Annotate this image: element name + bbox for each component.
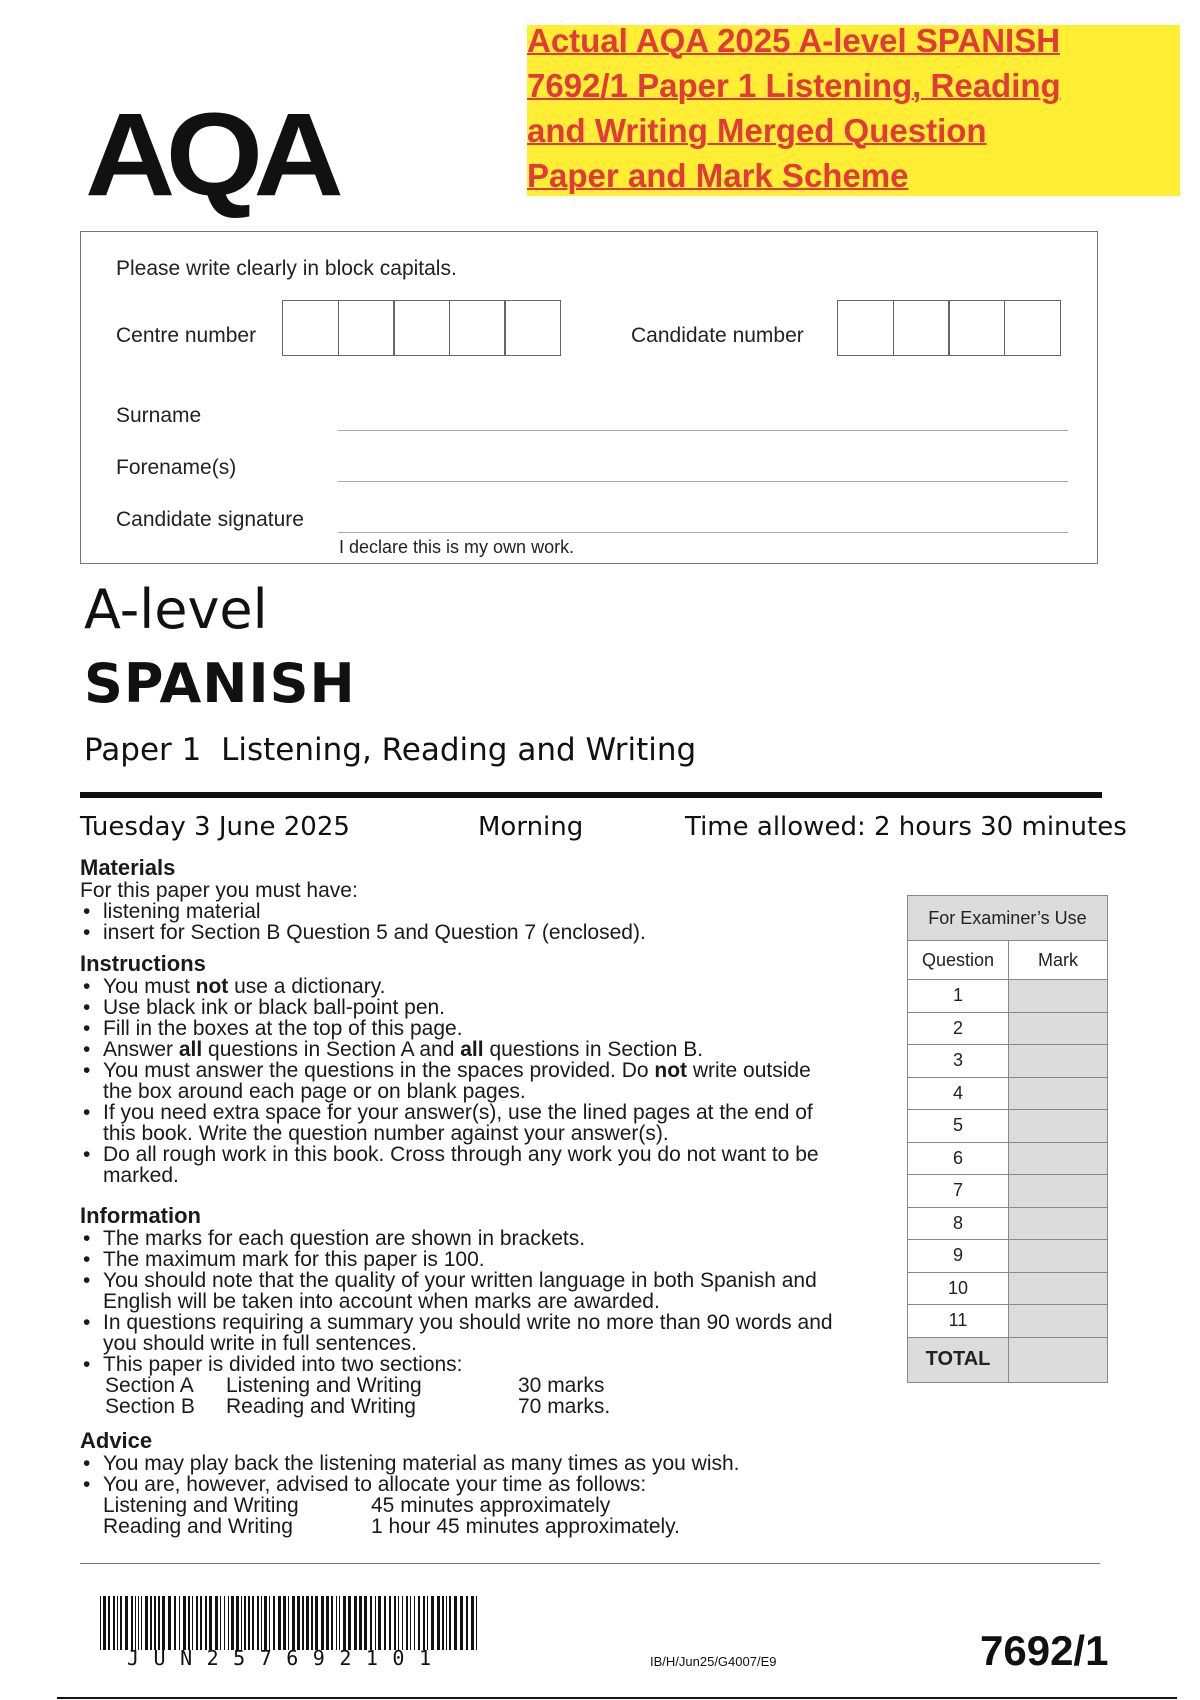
barcode-bar [162, 1596, 165, 1650]
question-number: 4 [908, 1077, 1009, 1110]
barcode-bar [278, 1596, 281, 1650]
barcode-bar [257, 1596, 259, 1650]
information-heading: Information [80, 1203, 201, 1228]
barcode-bar [315, 1596, 318, 1650]
barcode-bar [192, 1596, 193, 1650]
section-description: Listening and Writing [226, 1374, 422, 1397]
time-allowed: Time allowed: 2 hours 30 minutes [685, 812, 1127, 842]
total-mark-cell[interactable] [1009, 1337, 1108, 1382]
text: English will be taken into account when marks are awarded. [103, 1290, 660, 1313]
barcode-bar [117, 1596, 118, 1650]
banner-line: 7692/1 Paper 1 Listening, Reading [527, 67, 1061, 104]
mark-cell[interactable] [1009, 1045, 1108, 1078]
title-rule [80, 792, 1102, 798]
paper-title [84, 732, 696, 768]
question-number: 8 [908, 1207, 1009, 1240]
section-a-row [80, 1375, 870, 1396]
allocation-part: Reading and Writing [103, 1515, 293, 1538]
mark-cell[interactable] [1009, 1305, 1108, 1338]
barcode-bar [442, 1596, 444, 1650]
barcode-bar [228, 1596, 229, 1650]
barcode-bar [200, 1596, 202, 1650]
section-name: Section B [105, 1395, 195, 1418]
barcode-bar [168, 1596, 171, 1650]
barcode-bar [384, 1596, 386, 1650]
text: Do all rough work in this book. Cross through any work you do not want to be [103, 1143, 819, 1166]
question-number: 3 [908, 1045, 1009, 1078]
banner-line: and Writing Merged Question [527, 112, 987, 149]
barcode-bar [269, 1596, 270, 1650]
text: write outside [687, 1059, 811, 1082]
section-name: Section A [105, 1374, 194, 1397]
barcode-bar [364, 1596, 367, 1650]
barcode-bar [248, 1596, 250, 1650]
surname-field[interactable] [338, 430, 1068, 431]
barcode-bar [252, 1596, 254, 1650]
text: you should write in full sentences. [103, 1332, 418, 1355]
section-marks: 70 marks. [518, 1395, 611, 1418]
barcode-bar [231, 1596, 234, 1650]
list-item [80, 1039, 860, 1060]
barcode-bar [348, 1596, 351, 1650]
barcode-bar [154, 1596, 156, 1650]
question-number: 9 [908, 1240, 1009, 1273]
barcode-bar [311, 1596, 313, 1650]
centre-number-cell[interactable] [393, 300, 450, 356]
barcode-bar [179, 1596, 180, 1650]
barcode-bar [141, 1596, 142, 1650]
forenames-field[interactable] [338, 481, 1068, 482]
barcode-bar [398, 1596, 399, 1650]
barcode-bar [326, 1596, 329, 1650]
instructions-heading: Instructions [80, 951, 206, 976]
barcode-bar [402, 1596, 403, 1650]
list-item [80, 1144, 860, 1186]
barcode-bar [336, 1596, 337, 1650]
barcode-bar [427, 1596, 428, 1650]
emphasis: not [195, 975, 229, 998]
barcode-bar [471, 1596, 474, 1650]
barcode-bar [370, 1596, 372, 1650]
mark-cell[interactable] [1009, 1240, 1108, 1273]
paper-number: Paper 1 [84, 732, 202, 768]
barcode-bar [359, 1596, 362, 1650]
barcode-bar [196, 1596, 198, 1650]
barcode-number: JUN257692101 [127, 1646, 446, 1670]
candidate-number-cell[interactable] [1004, 300, 1061, 356]
barcode-bar [220, 1596, 221, 1650]
barcode-bar [174, 1596, 176, 1650]
candidate-number-field[interactable] [837, 300, 1059, 358]
banner-line: Actual AQA 2025 A-level SPANISH [527, 22, 1061, 59]
list-item [80, 1312, 870, 1354]
candidate-number-cell[interactable] [893, 300, 950, 356]
qualification-level: A-level [84, 578, 268, 641]
barcode-bar [205, 1596, 207, 1650]
table-row [908, 1045, 1108, 1078]
barcode-bar [375, 1596, 376, 1650]
forenames-label: Forename(s) [116, 456, 237, 479]
paper-reference: IB/H/Jun25/G4007/E9 [650, 1654, 777, 1669]
text: questions in Section A and [202, 1038, 461, 1061]
mark-cell[interactable] [1009, 1142, 1108, 1175]
barcode-bar [431, 1596, 434, 1650]
barcode-bar [378, 1596, 381, 1650]
text: this book. Write the question number against your answer(s). [103, 1122, 669, 1145]
barcode-bar [138, 1596, 139, 1650]
text: use a dictionary. [228, 975, 386, 998]
text: If you need extra space for your answer(s), use the lined pages at the end of [103, 1101, 813, 1124]
question-number: 5 [908, 1110, 1009, 1143]
list-item: • The maximum mark for this paper is 100. [80, 1249, 870, 1270]
barcode-bar [103, 1596, 106, 1650]
barcode-bar [454, 1596, 457, 1650]
emphasis: all [460, 1038, 484, 1061]
emphasis: all [178, 1038, 203, 1061]
barcode-bar [331, 1596, 333, 1650]
list-item: • This paper is divided into two sections: [80, 1354, 870, 1375]
text: You must answer the questions in the spaces provided. Do [103, 1059, 655, 1082]
barcode-bar [261, 1596, 262, 1650]
question-number: 10 [908, 1272, 1009, 1305]
candidate-details-box [80, 231, 1098, 564]
barcode-bar [423, 1596, 425, 1650]
centre-number-cell[interactable] [449, 300, 506, 356]
advice-section [80, 1429, 870, 1537]
barcode-bar [108, 1596, 110, 1650]
signature-label: Candidate signature [116, 508, 304, 531]
materials-intro: For this paper you must have: [80, 879, 358, 902]
exam-date: Tuesday 3 June 2025 [80, 812, 350, 842]
materials-section [80, 856, 860, 943]
information-section [80, 1204, 870, 1417]
examiner-use-table [907, 895, 1108, 1383]
total-row [908, 1337, 1108, 1382]
list-item [80, 1060, 860, 1102]
allocation-row [80, 1495, 870, 1516]
aqa-logo: AQA [85, 89, 335, 221]
list-item: • You may play back the listening material as many times as you wish. [80, 1453, 870, 1474]
exam-session: Morning [478, 812, 584, 842]
surname-label: Surname [116, 404, 202, 427]
barcode-bar [437, 1596, 440, 1650]
banner-line: Paper and Mark Scheme [527, 157, 909, 194]
barcode-bar [354, 1596, 357, 1650]
advice-heading: Advice [80, 1428, 153, 1453]
text: questions in Section B. [483, 1038, 704, 1061]
table-row [908, 1240, 1108, 1273]
barcode-bar [414, 1596, 415, 1650]
signature-field[interactable] [338, 532, 1068, 533]
examiner-table-heading: For Examiner’s Use [908, 896, 1108, 941]
mark-cell[interactable] [1009, 1207, 1108, 1240]
table-row [908, 980, 1108, 1013]
text: In questions requiring a summary you should write no more than 90 words and [103, 1311, 833, 1334]
barcode-bar [449, 1596, 451, 1650]
barcode-bar [100, 1596, 101, 1650]
question-number: 1 [908, 980, 1009, 1013]
text: marked. [103, 1164, 179, 1187]
allocation-time: 45 minutes approximately [371, 1494, 611, 1517]
barcode-bar [389, 1596, 391, 1650]
materials-heading: Materials [80, 855, 176, 880]
barcode-bar [183, 1596, 186, 1650]
list-item [80, 976, 860, 997]
section-b-row [80, 1396, 870, 1417]
barcode-bar [283, 1596, 286, 1650]
list-item: • Use black ink or black ball-point pen. [80, 997, 860, 1018]
table-row [908, 1207, 1108, 1240]
barcode-bar [410, 1596, 411, 1650]
barcode-bar [306, 1596, 309, 1650]
text: You should note that the quality of your written language in both Spanish and [103, 1269, 817, 1292]
barcode-bar [460, 1596, 463, 1650]
section-marks: 30 marks [518, 1374, 605, 1397]
barcode-bar [343, 1596, 346, 1650]
instructions-section [80, 952, 860, 1186]
text: Answer [103, 1038, 179, 1061]
barcode-bar [264, 1596, 267, 1650]
list-item [80, 1270, 870, 1312]
candidate-number-label: Candidate number [631, 324, 804, 347]
barcode-bar [215, 1596, 218, 1650]
allocation-time: 1 hour 45 minutes approximately. [371, 1515, 680, 1538]
list-item: • listening material [80, 901, 860, 922]
table-row [908, 1142, 1108, 1175]
page-bottom-rule [57, 1697, 1177, 1699]
banner-title [527, 18, 1147, 198]
barcode-bar [288, 1596, 289, 1650]
text: You must [103, 975, 196, 998]
barcode-bar [339, 1596, 340, 1650]
mark-column-header: Mark [1009, 941, 1108, 980]
list-item: • The marks for each question are shown in brackets. [80, 1228, 870, 1249]
question-number: 6 [908, 1142, 1009, 1175]
total-label: TOTAL [908, 1337, 1009, 1382]
mark-cell[interactable] [1009, 1077, 1108, 1110]
barcode-bar [209, 1596, 212, 1650]
barcode-bar [236, 1596, 239, 1650]
list-item: • insert for Section B Question 5 and Question 7 (enclosed). [80, 922, 860, 943]
barcode-bar [158, 1596, 160, 1650]
allocation-part: Listening and Writing [103, 1494, 299, 1517]
barcode-bar [244, 1596, 246, 1650]
barcode-bar [120, 1596, 122, 1650]
mark-cell[interactable] [1009, 980, 1108, 1013]
barcode-bar [394, 1596, 396, 1650]
barcode-bar [292, 1596, 295, 1650]
barcode-bar [273, 1596, 275, 1650]
mark-cell[interactable] [1009, 1175, 1108, 1208]
candidate-number-cell[interactable] [948, 300, 1005, 356]
centre-number-field[interactable] [282, 300, 560, 358]
footer-rule [80, 1563, 1100, 1564]
centre-number-cell[interactable] [338, 300, 395, 356]
list-item: • Fill in the boxes at the top of this page. [80, 1018, 860, 1039]
question-number: 2 [908, 1012, 1009, 1045]
barcode-bar [145, 1596, 148, 1650]
barcode-bar [418, 1596, 420, 1650]
barcode-bar [446, 1596, 447, 1650]
subject-title: SPANISH [84, 652, 356, 715]
list-item: • You are, however, advised to allocate your time as follows: [80, 1474, 870, 1495]
barcode-bar [241, 1596, 242, 1650]
centre-number-label: Centre number [116, 324, 257, 347]
question-number: 7 [908, 1175, 1009, 1208]
barcode-bar [113, 1596, 115, 1650]
paper-code: 7692/1 [980, 1627, 1109, 1674]
list-item [80, 1102, 860, 1144]
section-description: Reading and Writing [226, 1395, 416, 1418]
barcode-bar [406, 1596, 408, 1650]
table-row [908, 1110, 1108, 1143]
centre-number-cell[interactable] [504, 300, 561, 356]
mark-cell[interactable] [1009, 1012, 1108, 1045]
barcode-bar [476, 1596, 477, 1650]
barcode-bar [125, 1596, 128, 1650]
emphasis: not [654, 1059, 688, 1082]
text: the box around each page or on blank pages. [103, 1080, 526, 1103]
declaration-text: I declare this is my own work. [339, 537, 575, 557]
barcode-bar [150, 1596, 152, 1650]
table-row [908, 1272, 1108, 1305]
table-row [908, 1012, 1108, 1045]
centre-number-cell[interactable] [282, 300, 339, 356]
mark-cell[interactable] [1009, 1110, 1108, 1143]
block-capitals-instruction: Please write clearly in block capitals. [116, 257, 457, 280]
question-number: 11 [908, 1305, 1009, 1338]
barcode-bar [297, 1596, 300, 1650]
barcode-bar [466, 1596, 468, 1650]
barcode-bar [135, 1596, 136, 1650]
question-column-header: Question [908, 941, 1009, 980]
table-row [908, 1077, 1108, 1110]
mark-cell[interactable] [1009, 1272, 1108, 1305]
table-row [908, 1175, 1108, 1208]
barcode-bar [188, 1596, 190, 1650]
table-row [908, 1305, 1108, 1338]
barcode-bar [131, 1596, 133, 1650]
paper-name: Listening, Reading and Writing [221, 732, 697, 768]
allocation-row [80, 1516, 870, 1537]
candidate-number-cell[interactable] [837, 300, 894, 356]
barcode-bar [302, 1596, 304, 1650]
barcode [100, 1596, 482, 1650]
barcode-bar [224, 1596, 225, 1650]
barcode-bar [321, 1596, 324, 1650]
